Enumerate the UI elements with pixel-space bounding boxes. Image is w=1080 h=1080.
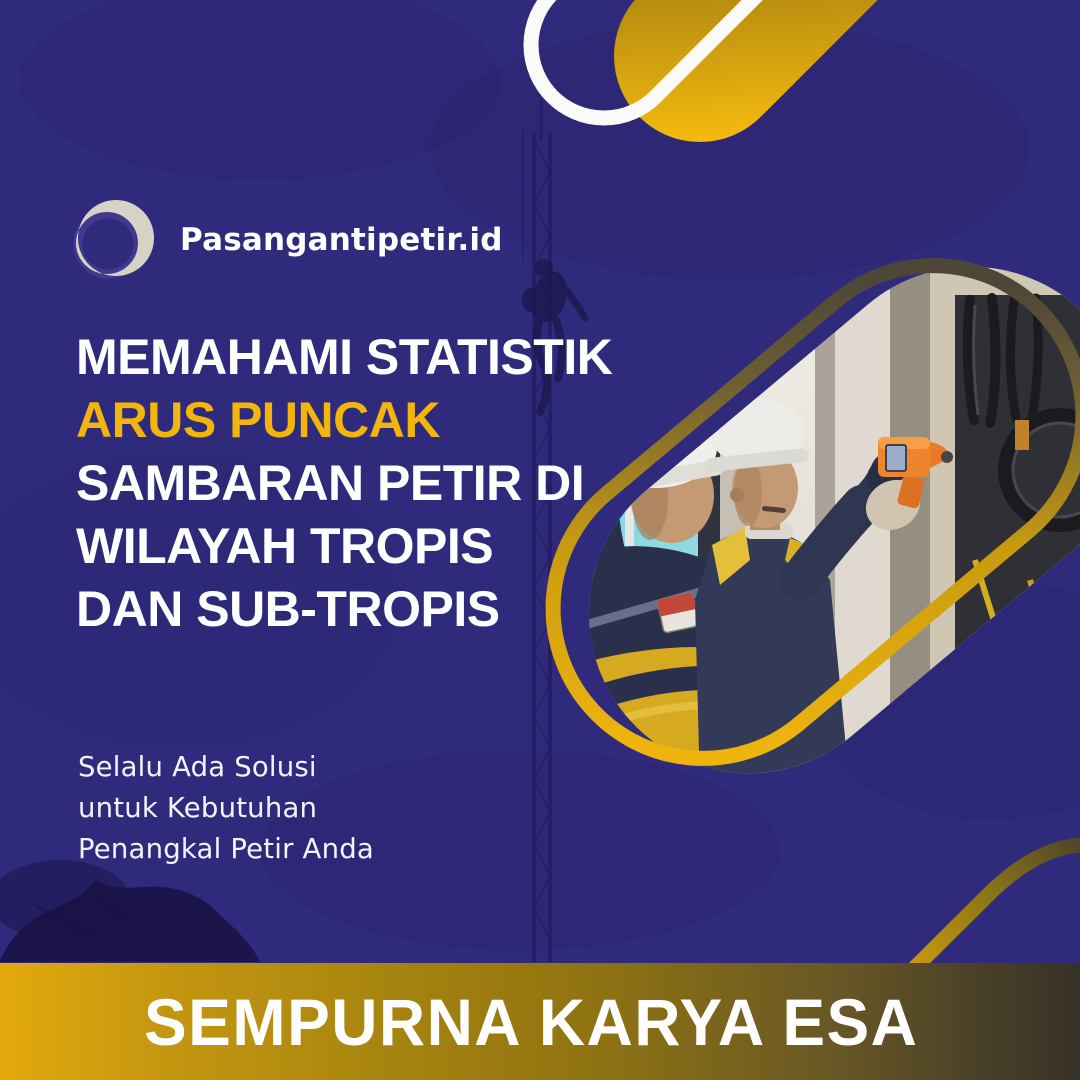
headline-line-1: MEMAHAMI STATISTIK [76,329,613,385]
company-name: SEMPURNA KARYA ESA [143,984,919,1059]
brand-logo-icon [64,188,164,292]
headline-line-4: WILAYAH TROPIS [76,518,494,574]
tagline-line-1: Selalu Ada Solusi [78,751,317,783]
brand-logo [64,188,503,292]
brand-name: Pasangantipetir.id [180,222,503,258]
foliage-silhouette [0,860,260,962]
footer-banner [0,963,1080,1080]
tagline [78,747,374,870]
tagline-line-3: Penangkal Petir Anda [78,833,374,865]
headline [76,326,612,641]
tagline-line-2: untuk Kebutuhan [78,792,318,824]
headline-line-3: SAMBARAN PETIR DI [76,455,585,511]
headline-line-2: ARUS PUNCAK [76,392,440,448]
headline-line-5: DAN SUB-TROPIS [76,581,500,637]
